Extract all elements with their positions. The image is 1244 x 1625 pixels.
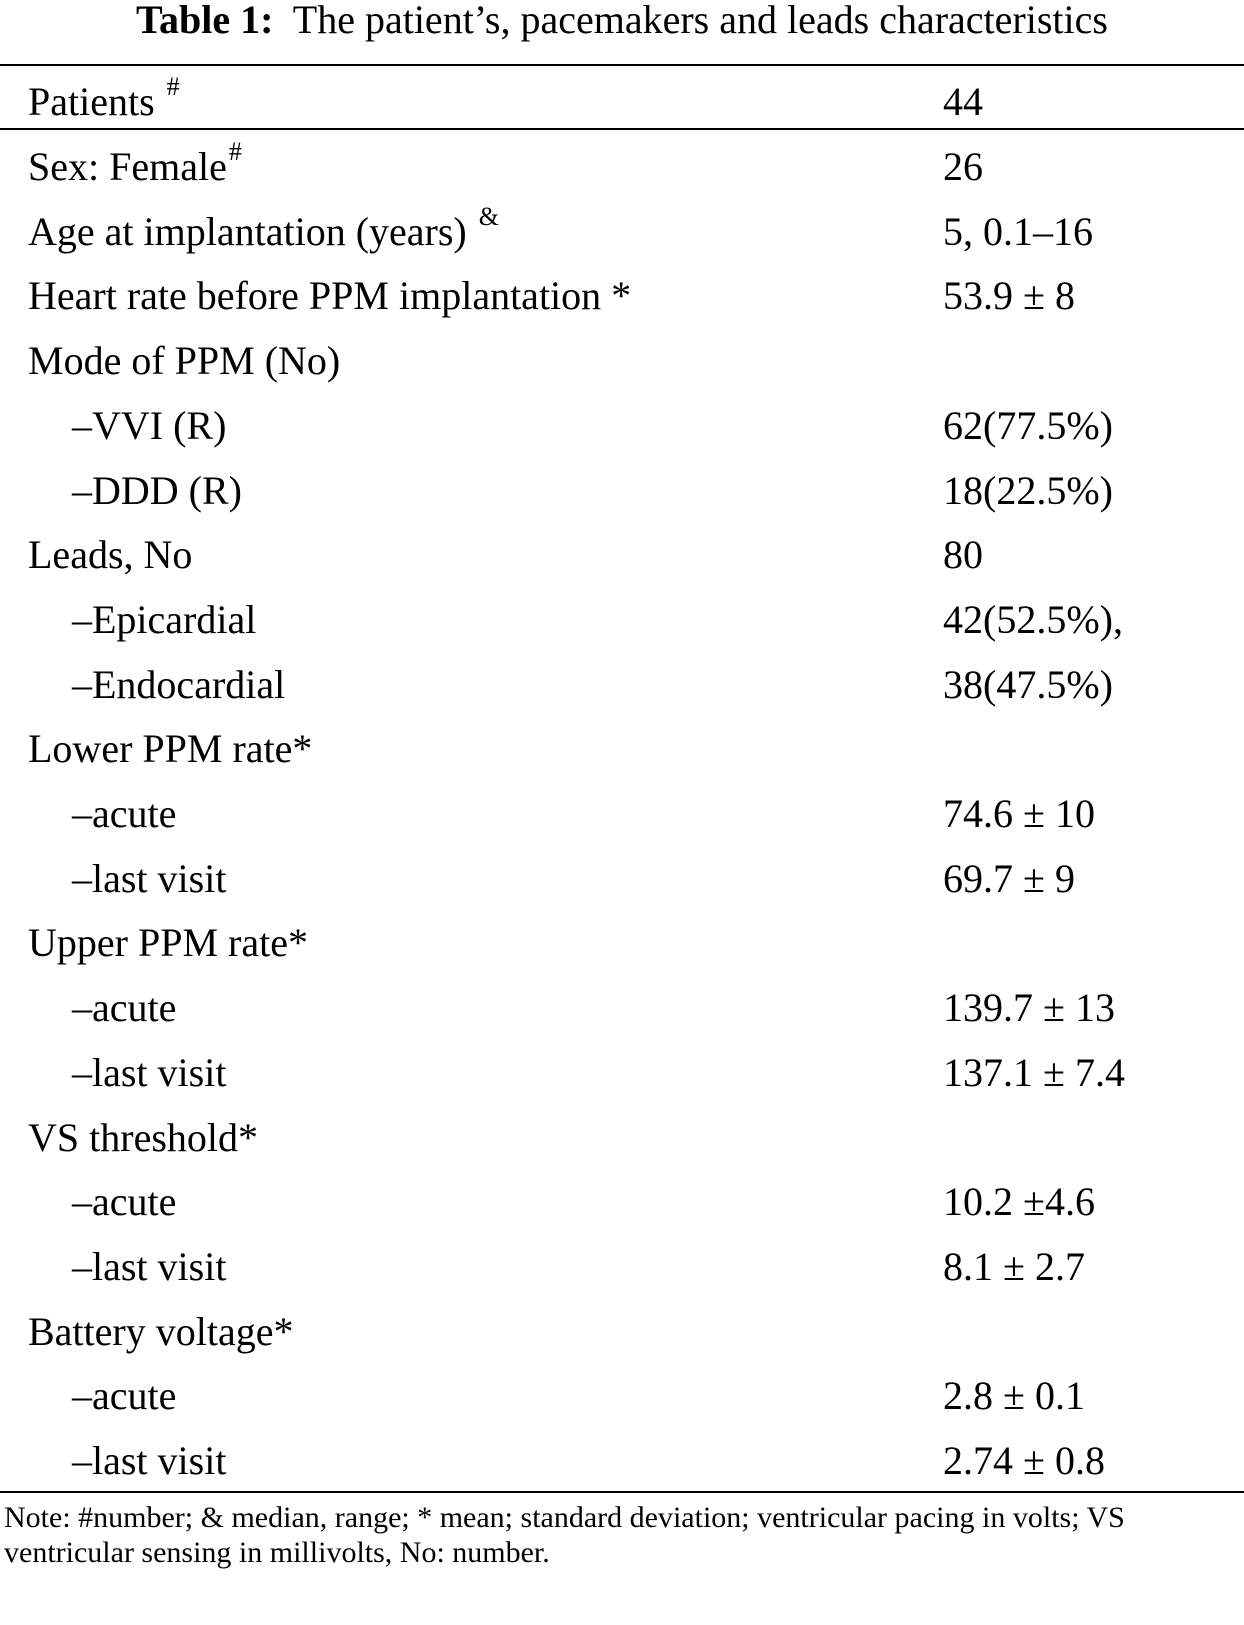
- row-value: 62(77.5%): [943, 403, 1113, 448]
- table-caption: [0, 0, 1244, 40]
- row-label: Age at implantation (years) &: [28, 201, 499, 254]
- row-value: 38(47.5%): [943, 662, 1113, 707]
- row-label: –DDD (R): [72, 468, 242, 513]
- footnote-mark: #: [166, 71, 180, 101]
- table-row: [0, 1106, 1244, 1170]
- row-label: –Endocardial: [72, 662, 286, 707]
- row-label: –last visit: [72, 1244, 227, 1289]
- table-row: [0, 264, 1244, 328]
- table-row: [0, 717, 1244, 781]
- header-value: 44: [943, 79, 983, 124]
- table-row: [0, 1429, 1244, 1493]
- table-row: [0, 1041, 1244, 1105]
- row-value: 5, 0.1–16: [943, 209, 1093, 254]
- table-row: [0, 523, 1244, 587]
- table-row: [0, 200, 1244, 264]
- footnote-mark: #: [228, 136, 242, 166]
- table-row: [0, 459, 1244, 523]
- row-value: 74.6 ± 10: [943, 791, 1095, 836]
- row-value: 69.7 ± 9: [943, 856, 1075, 901]
- row-label: –acute: [72, 1179, 177, 1224]
- row-value: 2.8 ± 0.1: [943, 1373, 1085, 1418]
- row-label: –last visit: [72, 1438, 227, 1483]
- row-label: Lower PPM rate*: [28, 726, 313, 771]
- table-header-row: [0, 70, 1244, 134]
- table-row: [0, 329, 1244, 393]
- row-label: –Epicardial: [72, 597, 257, 642]
- top-rule: [0, 64, 1244, 66]
- row-value: 26: [943, 144, 983, 189]
- table-row: [0, 911, 1244, 975]
- table-row: [0, 1170, 1244, 1234]
- table-title: The patient’s, pacemakers and leads characteristics: [292, 0, 1108, 42]
- row-label: VS threshold*: [28, 1115, 258, 1160]
- table-row: [0, 135, 1244, 199]
- row-label: –acute: [72, 985, 177, 1030]
- table-row: [0, 1300, 1244, 1364]
- table-row: [0, 1364, 1244, 1428]
- row-value: 53.9 ± 8: [943, 273, 1075, 318]
- row-value: 10.2 ±4.6: [943, 1179, 1095, 1224]
- table-note: Note: #number; & median, range; * mean; standard deviation; ventricular pacing in volts; VS ventricular sensing in millivolts, No: number.: [4, 1501, 1125, 1569]
- row-value: 137.1 ± 7.4: [943, 1050, 1125, 1095]
- row-label: Heart rate before PPM implantation *: [28, 273, 632, 318]
- row-label: –acute: [72, 791, 177, 836]
- footnote-mark: &: [478, 201, 499, 231]
- row-label: Sex: Female#: [28, 136, 242, 189]
- header-rule: [0, 128, 1244, 130]
- row-value: 2.74 ± 0.8: [943, 1438, 1105, 1483]
- table-number: Table 1:: [136, 0, 274, 42]
- row-label: –acute: [72, 1373, 177, 1418]
- row-label: –last visit: [72, 1050, 227, 1095]
- row-label: Leads, No: [28, 532, 193, 577]
- row-value: 18(22.5%): [943, 468, 1113, 513]
- table-row: [0, 847, 1244, 911]
- row-label: –last visit: [72, 856, 227, 901]
- row-label: Battery voltage*: [28, 1309, 294, 1354]
- table-row: [0, 653, 1244, 717]
- table-row: [0, 588, 1244, 652]
- row-label: –VVI (R): [72, 403, 227, 448]
- row-label: Upper PPM rate*: [28, 920, 308, 965]
- table-row: [0, 394, 1244, 458]
- table-row: [0, 976, 1244, 1040]
- row-value: 139.7 ± 13: [943, 985, 1115, 1030]
- header-label: Patients #: [28, 71, 180, 124]
- table-row: [0, 782, 1244, 846]
- table-row: [0, 1235, 1244, 1299]
- bottom-rule: [0, 1491, 1244, 1493]
- row-value: 8.1 ± 2.7: [943, 1244, 1085, 1289]
- row-value: 42(52.5%),: [943, 597, 1123, 642]
- row-value: 80: [943, 532, 983, 577]
- row-label: Mode of PPM (No): [28, 338, 341, 383]
